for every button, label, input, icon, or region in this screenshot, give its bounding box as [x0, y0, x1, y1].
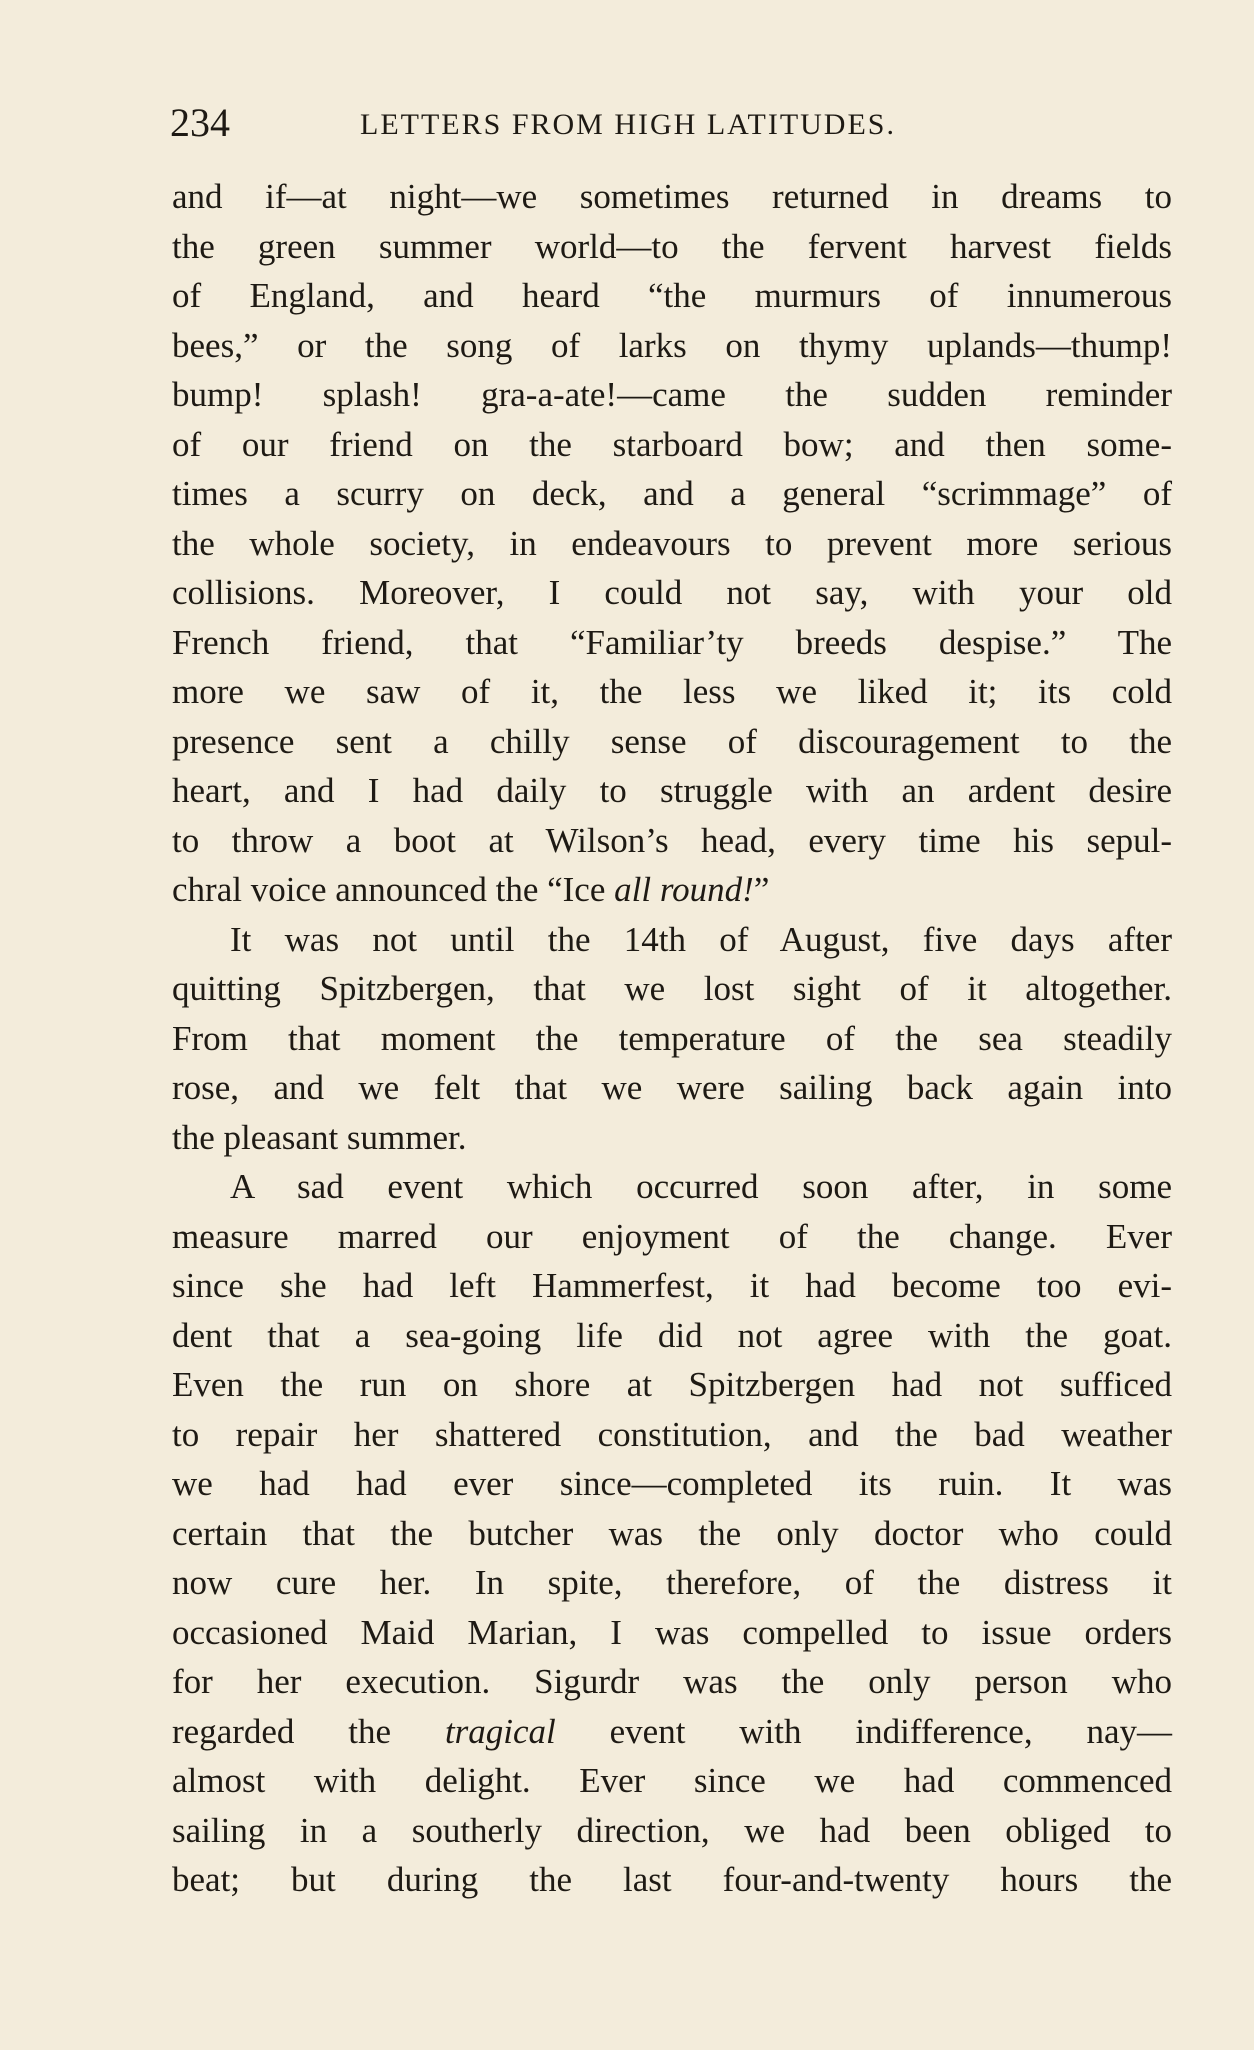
text-line: of England, and heard “the murmurs of innumerous	[172, 276, 1172, 315]
text-line: and if—at night—we sometimes returned in dreams to	[172, 177, 1172, 216]
text-line: measure marred our enjoyment of the change. Ever	[172, 1216, 1172, 1256]
text-run: ”	[753, 870, 770, 909]
text-line: the whole society, in endeavours to prevent more serious	[172, 523, 1172, 563]
text-line: times a scurry on deck, and a general “scrimmage” of	[172, 474, 1172, 513]
body-text	[172, 172, 1172, 1905]
text-line	[172, 1707, 1172, 1757]
text-line: for her execution. Sigurdr was the only person who	[172, 1662, 1172, 1701]
text-line: almost with delight. Ever since we had commenced	[172, 1761, 1172, 1800]
text-line: heart, and I had daily to struggle with an ardent desire	[172, 771, 1172, 810]
text-line: collisions. Moreover, I could not say, with your old	[172, 573, 1172, 612]
text-line: since she had left Hammerfest, it had become too evi-	[172, 1266, 1172, 1305]
paragraph-first-line: It was not until the 14th of August, five days after	[230, 919, 1172, 959]
text-line: beat; but during the last four-and-twenty hours the	[172, 1860, 1172, 1899]
text-line: presence sent a chilly sense of discouragement to the	[172, 721, 1172, 761]
text-run: event with indifference, nay—	[555, 1711, 1172, 1751]
text-line: certain that the butcher was the only doctor who could	[172, 1513, 1172, 1553]
text-line: French friend, that “Familiar’ty breeds despise.” The	[172, 622, 1172, 662]
text-line	[172, 865, 1172, 915]
text-line: bump! splash! gra-a-ate!—came the sudden reminder	[172, 375, 1172, 414]
text-line: of our friend on the starboard bow; and then some-	[172, 424, 1172, 464]
page-number: 234	[170, 100, 230, 145]
text-line: we had had ever since—completed its ruin. It was	[172, 1464, 1172, 1503]
text-line: sailing in a southerly direction, we had been obliged to	[172, 1810, 1172, 1850]
text-run: regarded the	[172, 1711, 445, 1751]
page-header	[170, 98, 1170, 148]
paragraph-first-line: A sad event which occurred soon after, in some	[230, 1167, 1172, 1206]
text-line: occasioned Maid Marian, I was compelled to issue orders	[172, 1612, 1172, 1652]
text-line: bees,” or the song of larks on thymy uplands—thump!	[172, 325, 1172, 365]
italic-run: all round!	[614, 870, 754, 909]
text-line: From that moment the temperature of the sea steadily	[172, 1018, 1172, 1058]
text-line: now cure her. In spite, therefore, of the distress it	[172, 1563, 1172, 1602]
italic-run: tragical	[444, 1711, 556, 1751]
text-line: the pleasant summer.	[172, 1117, 467, 1157]
text-line: more we saw of it, the less we liked it; its cold	[172, 672, 1172, 711]
text-line: quitting Spitzbergen, that we lost sight of it altogether.	[172, 969, 1172, 1008]
text-line: to throw a boot at Wilson’s head, every time his sepul-	[172, 820, 1172, 860]
text-line: the green summer world—to the fervent harvest fields	[172, 226, 1172, 266]
text-line: to repair her shattered constitution, and the bad weather	[172, 1414, 1172, 1454]
text-line: rose, and we felt that we were sailing back again into	[172, 1068, 1172, 1107]
running-title: LETTERS FROM HIGH LATITUDES.	[360, 108, 896, 141]
text-line: Even the run on shore at Spitzbergen had not sufficed	[172, 1365, 1172, 1404]
text-line: dent that a sea-going life did not agree with the goat.	[172, 1315, 1172, 1355]
text-run: chral voice announced the “Ice	[172, 870, 615, 909]
